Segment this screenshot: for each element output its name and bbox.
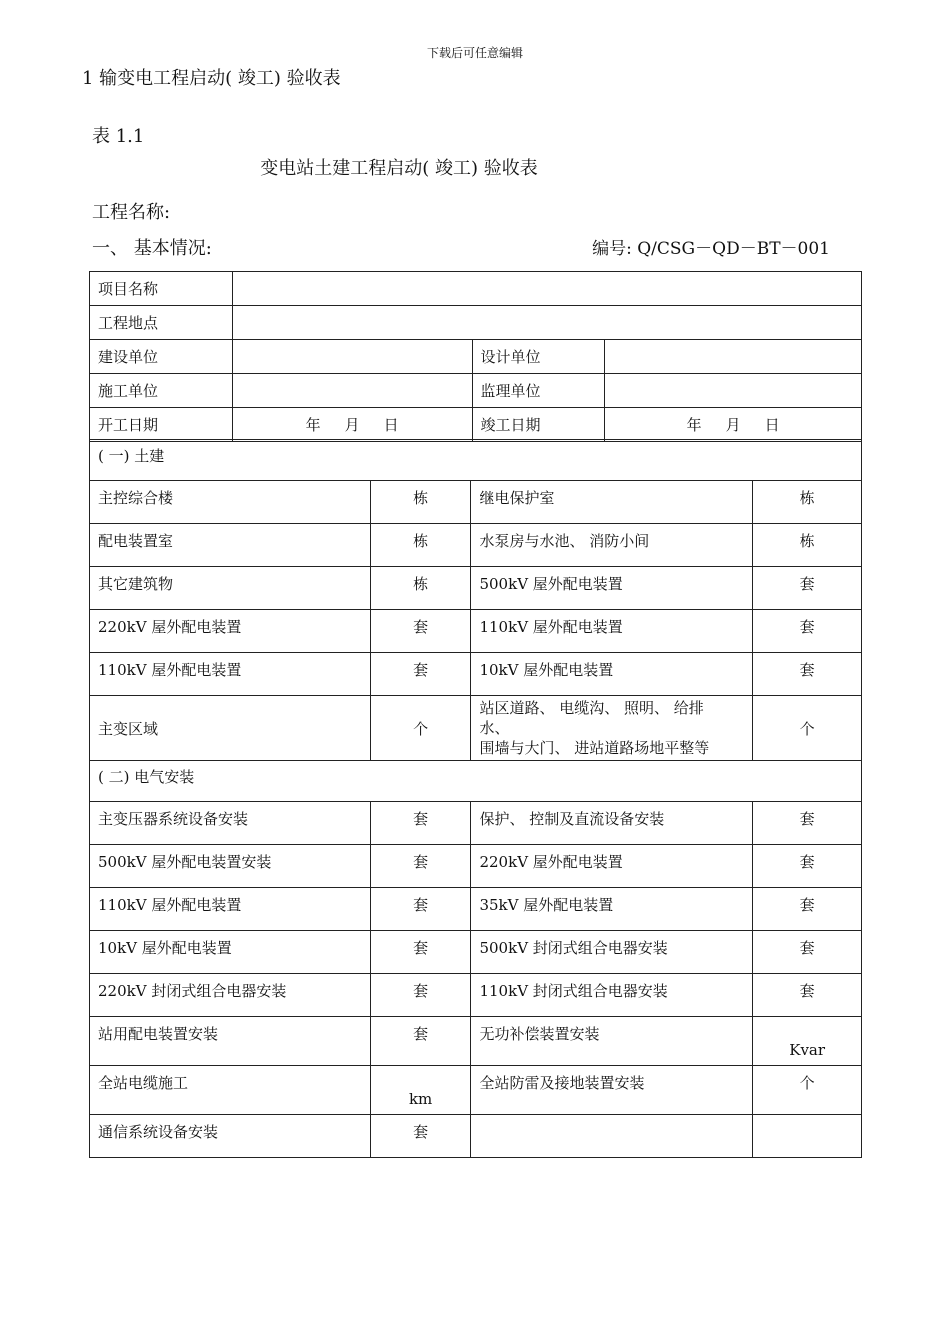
table-row xyxy=(90,272,862,306)
document-number: 编号: Q/CSG－QD－BT－001 xyxy=(592,239,830,259)
item-unit: 栋 xyxy=(753,481,862,524)
item-name: 其它建筑物 xyxy=(90,567,371,610)
field-label: 工程地点 xyxy=(90,306,233,340)
table-number: 表 1.1 xyxy=(92,126,145,147)
table-row xyxy=(90,340,862,374)
item-name: 110kV 封闭式组合电器安装 xyxy=(471,974,753,1017)
field-label: 施工单位 xyxy=(90,374,233,408)
item-unit: 套 xyxy=(753,802,862,845)
field-label: 设计单位 xyxy=(472,340,605,374)
item-name: 保护、 控制及直流设备安装 xyxy=(471,802,753,845)
table-row xyxy=(90,610,862,653)
item-unit: 套 xyxy=(753,888,862,931)
item-name-multiline xyxy=(471,696,753,761)
works-table xyxy=(89,439,862,1158)
item-unit: 套 xyxy=(370,653,471,696)
electrical-section-title: ( 二) 电气安装 xyxy=(90,761,862,802)
item-name: 主控综合楼 xyxy=(90,481,371,524)
item-name: 配电装置室 xyxy=(90,524,371,567)
section-title: 1 输变电工程启动( 竣工) 验收表 xyxy=(82,68,341,89)
item-unit: 套 xyxy=(370,974,471,1017)
start-date-field[interactable] xyxy=(232,408,472,442)
item-unit: 栋 xyxy=(370,567,471,610)
item-name: 35kV 屋外配电装置 xyxy=(471,888,753,931)
item-name-line: 站区道路、 电缆沟、 照明、 给排 xyxy=(479,699,704,717)
completion-date-field[interactable] xyxy=(605,408,862,442)
item-unit: 个 xyxy=(370,696,471,761)
month-label: 月 xyxy=(344,416,360,434)
item-name: 110kV 屋外配电装置 xyxy=(90,653,371,696)
document-title: 变电站土建工程启动( 竣工) 验收表 xyxy=(260,158,538,179)
section-row xyxy=(90,440,862,481)
project-name-field[interactable] xyxy=(232,272,861,306)
item-unit: km xyxy=(370,1066,471,1115)
field-label: 监理单位 xyxy=(472,374,605,408)
table-row xyxy=(90,1017,862,1066)
item-unit: 套 xyxy=(753,653,862,696)
item-name: 10kV 屋外配电装置 xyxy=(471,653,753,696)
item-unit: 套 xyxy=(753,610,862,653)
construction-unit-field[interactable] xyxy=(232,340,472,374)
project-name-label: 工程名称: xyxy=(92,202,171,223)
table-row xyxy=(90,567,862,610)
table-row xyxy=(90,845,862,888)
field-label: 建设单位 xyxy=(90,340,233,374)
item-unit: 套 xyxy=(753,974,862,1017)
item-name: 继电保护室 xyxy=(471,481,753,524)
item-unit: 套 xyxy=(753,845,862,888)
item-unit: Kvar xyxy=(753,1017,862,1066)
item-unit: 套 xyxy=(370,1017,471,1066)
item-name: 500kV 屋外配电装置 xyxy=(471,567,753,610)
item-name: 110kV 屋外配电装置 xyxy=(90,888,371,931)
basic-info-table xyxy=(89,271,862,442)
civil-section-title: ( 一) 土建 xyxy=(90,440,862,481)
table-row xyxy=(90,931,862,974)
item-unit: 套 xyxy=(370,610,471,653)
item-name: 主变区域 xyxy=(90,696,371,761)
item-unit: 栋 xyxy=(753,524,862,567)
field-label: 竣工日期 xyxy=(472,408,605,442)
item-name: 110kV 屋外配电装置 xyxy=(471,610,753,653)
table-row xyxy=(90,524,862,567)
item-name-line: 围墙与大门、 进站道路场地平整等 xyxy=(479,739,710,757)
item-unit xyxy=(753,1115,862,1158)
item-name: 无功补偿装置安装 xyxy=(471,1017,753,1066)
header-note: 下载后可任意编辑 xyxy=(426,46,523,60)
supervision-unit-field[interactable] xyxy=(605,374,862,408)
item-unit: 套 xyxy=(370,802,471,845)
item-name: 通信系统设备安装 xyxy=(90,1115,371,1158)
table-row xyxy=(90,1115,862,1158)
design-unit-field[interactable] xyxy=(605,340,862,374)
month-label: 月 xyxy=(725,416,741,434)
day-label: 日 xyxy=(383,416,399,434)
item-name: 500kV 屋外配电装置安装 xyxy=(90,845,371,888)
item-name: 220kV 屋外配电装置 xyxy=(90,610,371,653)
table-row xyxy=(90,653,862,696)
table-row xyxy=(90,374,862,408)
field-label: 开工日期 xyxy=(90,408,233,442)
item-name: 10kV 屋外配电装置 xyxy=(90,931,371,974)
project-location-field[interactable] xyxy=(232,306,861,340)
item-name: 全站防雷及接地装置安装 xyxy=(471,1066,753,1115)
item-unit: 套 xyxy=(370,931,471,974)
table-row xyxy=(90,481,862,524)
item-unit: 栋 xyxy=(370,481,471,524)
item-unit: 栋 xyxy=(370,524,471,567)
year-label: 年 xyxy=(305,416,321,434)
table-row xyxy=(90,974,862,1017)
item-unit: 套 xyxy=(753,931,862,974)
item-name: 220kV 屋外配电装置 xyxy=(471,845,753,888)
item-unit: 个 xyxy=(753,696,862,761)
item-name: 500kV 封闭式组合电器安装 xyxy=(471,931,753,974)
table-row xyxy=(90,408,862,442)
builder-unit-field[interactable] xyxy=(232,374,472,408)
table-row xyxy=(90,1066,862,1115)
item-name-line: 水、 xyxy=(479,719,510,737)
item-unit: 套 xyxy=(753,567,862,610)
item-unit: 套 xyxy=(370,1115,471,1158)
item-name: 220kV 封闭式组合电器安装 xyxy=(90,974,371,1017)
table-row xyxy=(90,696,862,761)
item-name: 全站电缆施工 xyxy=(90,1066,371,1115)
day-label: 日 xyxy=(764,416,780,434)
item-name xyxy=(471,1115,753,1158)
item-unit: 个 xyxy=(753,1066,862,1115)
item-unit: 套 xyxy=(370,888,471,931)
basic-info-label: 一、 基本情况: xyxy=(92,238,212,259)
table-row xyxy=(90,888,862,931)
table-row xyxy=(90,802,862,845)
item-unit: 套 xyxy=(370,845,471,888)
year-label: 年 xyxy=(686,416,702,434)
item-name: 水泵房与水池、 消防小间 xyxy=(471,524,753,567)
section-row xyxy=(90,761,862,802)
field-label: 项目名称 xyxy=(90,272,233,306)
item-name: 站用配电装置安装 xyxy=(90,1017,371,1066)
table-row xyxy=(90,306,862,340)
item-name: 主变压器系统设备安装 xyxy=(90,802,371,845)
